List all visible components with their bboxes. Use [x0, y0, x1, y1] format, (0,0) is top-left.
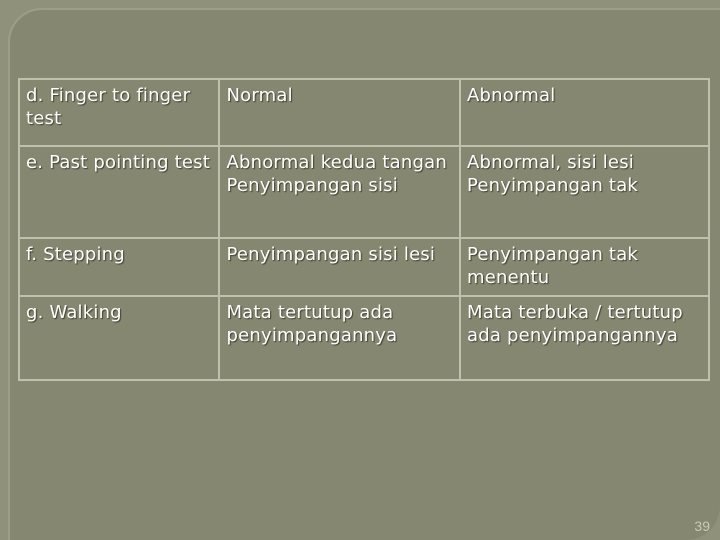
table-row — [19, 296, 709, 380]
normal-cell: Abnormal kedua tangan Penyimpangan sisi — [219, 146, 460, 238]
normal-cell: Normal — [219, 79, 460, 146]
abnormal-cell: Abnormal — [460, 79, 709, 146]
normal-cell: Penyimpangan sisi lesi — [219, 238, 460, 296]
test-table — [18, 78, 710, 381]
test-name-cell: e. Past pointing test — [19, 146, 219, 238]
table-row — [19, 79, 709, 146]
test-name-cell: g. Walking — [19, 296, 219, 380]
test-name-cell: d. Finger to finger test — [19, 79, 219, 146]
table-row — [19, 238, 709, 296]
normal-cell: Mata tertutup ada penyimpangannya — [219, 296, 460, 380]
page-number: 39 — [694, 518, 710, 534]
abnormal-cell: Mata terbuka / tertutup ada penyimpangannya — [460, 296, 709, 380]
abnormal-cell: Abnormal, sisi lesi Penyimpangan tak — [460, 146, 709, 238]
abnormal-cell: Penyimpangan tak menentu — [460, 238, 709, 296]
test-name-cell: f. Stepping — [19, 238, 219, 296]
table-row — [19, 146, 709, 238]
